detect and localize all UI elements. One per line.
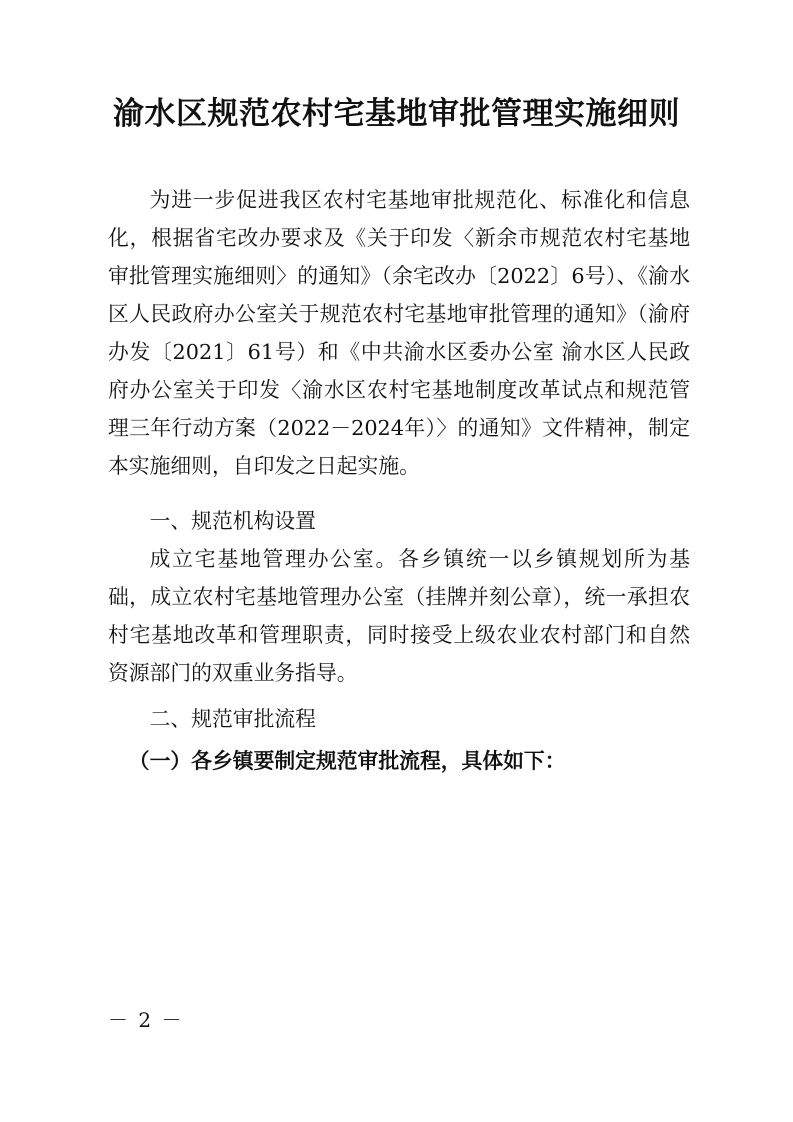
section-2-heading: 二、规范审批流程 (149, 707, 316, 731)
page-number: － 2 － (108, 1008, 184, 1032)
document-title: 渝水区规范农村宅基地审批管理实施细则 (113, 96, 680, 132)
section-1-heading: 一、规范机构设置 (149, 509, 316, 533)
intro-paragraph: 为进一步促进我区农村宅基地审批规范化、标准化和信息化，根据省宅改办要求及《关于印发〈新余市规范农村宅基地审批管理实施细则〉的通知》（余宅改办〔2022〕6号）、《渝水区人民政府办公室关于规范农村宅基地审批管理的通知》（渝府办发〔2021〕61号）和《中共渝水区委办公室 渝水区人民政府办公室关于印发〈渝水区农村宅基地制度改革试点和规范管理三年行动方案（2022－2024年）〉的通知》文件精神，制定本实施细则，自印发之日起实施。 (108, 188, 690, 478)
section-1-body: 成立宅基地管理办公室。各乡镇统一以乡镇规划所为基础，成立农村宅基地管理办公室（挂牌并刻公章），统一承担农村宅基地改革和管理职责，同时接受上级农业农村部门和自然资源部门的双重业务指导。 (108, 547, 690, 685)
subsection-1-heading: （一）各乡镇要制定规范审批流程，具体如下： (128, 748, 566, 773)
